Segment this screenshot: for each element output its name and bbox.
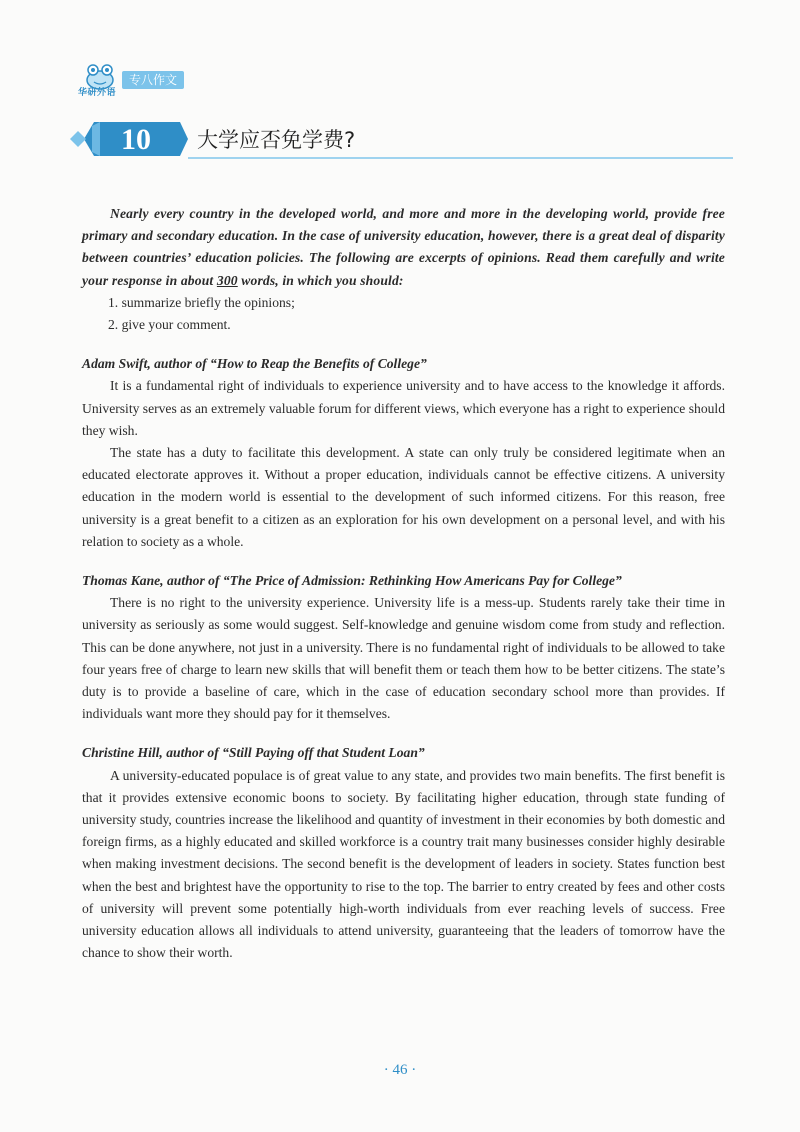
opinion-paragraph: It is a fundamental right of individuals to experience university and to have access to the knowledge it affords. University serves as an extremely valuable forum for different views, which everyone has a right to experience should they wish. (82, 378, 725, 438)
opinion-author: Adam Swift, author of “How to Reap the Benefits of College” (82, 356, 427, 372)
prompt-text-end: words, in which you should: (237, 272, 404, 288)
chapter-divider (188, 157, 733, 159)
opinion-paragraph: There is no right to the university experience. University life is a mess-up. Students rarely take their time in university as seriously as some would suggest. Self-knowledge and genuine wisdom come from study and reflection. This can be done anywhere, not just in a university. There is no fundamental right of individuals to be allowed to take four years free of charge to learn new skills that will benefit them or teach them how to be better citizens. The state’s duty is to provide a baseline of care, which in the case of education secondary school more than provides. If individuals want more they should pay for it themselves. (82, 595, 725, 722)
word-count: 300 (216, 272, 238, 288)
logo-text: 华研外语 (78, 88, 117, 98)
requirement-item: 2. give your comment. (108, 317, 231, 333)
opinion-paragraph: A university-educated populace is of great value to any state, and provides two main benefits. The first benefit is that it provides extensive economic boons to society. By facilitating higher education, through state funding of university study, countries increase the likelihood and quantity of investment in their economies by both domestic and foreign firms, as a highly educated and skilled workforce is a country trait many businesses consider highly desirable when making investment decisions. The second benefit is the development of leaders in society. States function best when the best and brightest have the opportunity to rise to the top. The barrier to entry created by fees and other costs of university will prevent some potentially high-worth individuals from ever reaching levels of success. Free university education allows all individuals to attend university, guaranteeing that the leaders of tomorrow have the chance to show their worth. (82, 767, 725, 961)
chapter-title: 大学应否免学费? (197, 128, 356, 152)
opinion-paragraph: The state has a duty to facilitate this development. A state can only truly be considered legitimate when an educated electorate approves it. Without a proper education, individuals cannot be effective citizens. A university education in the modern world is essential to the development of such informed citizens. For this reason, free university is a great benefit to a citizen as an exploration for his own development on a personal level, and with his relation to society as a whole. (82, 445, 725, 549)
requirements-list (82, 292, 725, 336)
requirement-item: 1. summarize briefly the opinions; (108, 294, 295, 310)
opinion-author: Thomas Kane, author of “The Price of Admission: Rethinking How Americans Pay for College” (82, 573, 622, 589)
opinion-author: Christine Hill, author of “Still Paying off that Student Loan” (82, 745, 425, 761)
page-number: · 46 · (383, 1062, 417, 1078)
series-tag: 专八作文 (122, 71, 184, 89)
prompt-text: Nearly every country in the developed world, and more and more in the developing world, provide free primary and secondary education. In the case of university education, however, there is a great deal of disparity between countries’ education policies. The following are excerpts of opinions. Read them carefully and write your response in about (82, 206, 725, 288)
chapter-number: 10 (121, 123, 151, 156)
main-content (82, 203, 725, 965)
essay-prompt (82, 203, 725, 292)
